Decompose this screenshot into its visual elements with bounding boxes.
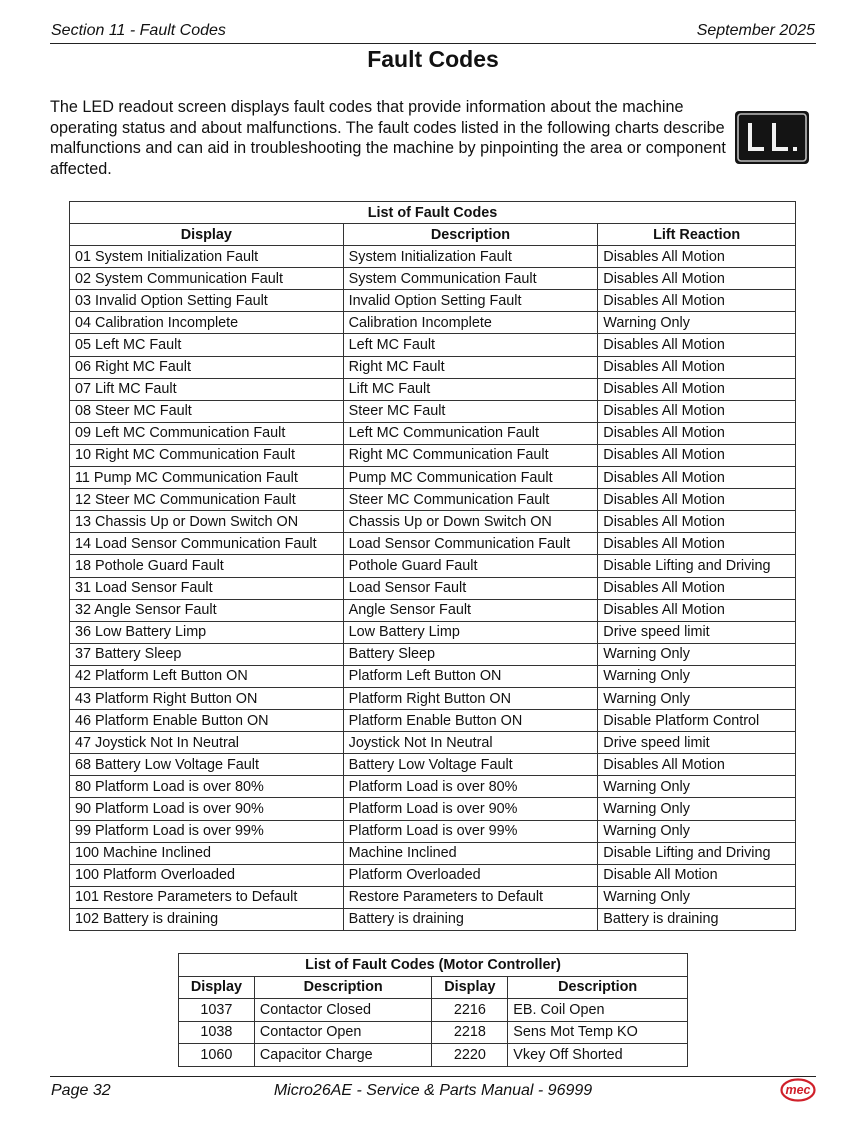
lift-reaction-cell: Disables All Motion xyxy=(598,422,796,444)
fault-description-cell: Steer MC Fault xyxy=(343,400,598,422)
mc-description-cell: Contactor Open xyxy=(254,1021,432,1044)
lift-reaction-cell: Warning Only xyxy=(598,886,796,908)
fault-display-cell: 100 Machine Inclined xyxy=(70,842,344,864)
lift-reaction-cell: Warning Only xyxy=(598,820,796,842)
section-label: Section 11 - Fault Codes xyxy=(51,22,226,39)
lift-reaction-cell: Disables All Motion xyxy=(598,754,796,776)
lift-reaction-cell: Disables All Motion xyxy=(598,268,796,290)
fault-display-cell: 10 Right MC Communication Fault xyxy=(70,444,344,466)
lift-reaction-cell: Disables All Motion xyxy=(598,246,796,268)
table-row xyxy=(70,400,796,422)
column-header-display: Display xyxy=(70,224,344,246)
fault-description-cell: Chassis Up or Down Switch ON xyxy=(343,511,598,533)
fault-description-cell: Platform Load is over 80% xyxy=(343,776,598,798)
fault-description-cell: Platform Overloaded xyxy=(343,864,598,886)
fault-description-cell: Right MC Fault xyxy=(343,356,598,378)
mc-table-caption: List of Fault Codes (Motor Controller) xyxy=(179,954,688,977)
mc-display-cell: 2216 xyxy=(432,999,508,1022)
fault-description-cell: Low Battery Limp xyxy=(343,621,598,643)
fault-display-cell: 12 Steer MC Communication Fault xyxy=(70,489,344,511)
lift-reaction-cell: Disables All Motion xyxy=(598,378,796,400)
fault-display-cell: 43 Platform Right Button ON xyxy=(70,687,344,709)
svg-text:mec: mec xyxy=(785,1083,811,1098)
fault-description-cell: Lift MC Fault xyxy=(343,378,598,400)
fault-description-cell: Platform Enable Button ON xyxy=(343,710,598,732)
table-row xyxy=(70,687,796,709)
table-row xyxy=(70,886,796,908)
fault-display-cell: 09 Left MC Communication Fault xyxy=(70,422,344,444)
fault-display-cell: 03 Invalid Option Setting Fault xyxy=(70,290,344,312)
table-row xyxy=(70,776,796,798)
fault-description-cell: Angle Sensor Fault xyxy=(343,599,598,621)
lift-reaction-cell: Disables All Motion xyxy=(598,577,796,599)
fault-display-cell: 80 Platform Load is over 80% xyxy=(70,776,344,798)
table-row xyxy=(70,908,796,930)
fault-description-cell: Battery Sleep xyxy=(343,643,598,665)
fault-description-cell: System Communication Fault xyxy=(343,268,598,290)
table-row xyxy=(70,798,796,820)
table-row xyxy=(70,467,796,489)
lift-reaction-cell: Disable Lifting and Driving xyxy=(598,555,796,577)
lift-reaction-cell: Warning Only xyxy=(598,776,796,798)
lift-reaction-cell: Disable Platform Control xyxy=(598,710,796,732)
fault-display-cell: 04 Calibration Incomplete xyxy=(70,312,344,334)
fault-description-cell: Pothole Guard Fault xyxy=(343,555,598,577)
fault-description-cell: Battery is draining xyxy=(343,908,598,930)
table-row xyxy=(70,290,796,312)
fault-display-cell: 68 Battery Low Voltage Fault xyxy=(70,754,344,776)
fault-display-cell: 18 Pothole Guard Fault xyxy=(70,555,344,577)
lift-reaction-cell: Disables All Motion xyxy=(598,356,796,378)
mc-header-display-2: Display xyxy=(432,976,508,999)
fault-description-cell: Load Sensor Fault xyxy=(343,577,598,599)
mc-description-cell: Vkey Off Shorted xyxy=(508,1044,688,1067)
fault-codes-table xyxy=(69,201,796,931)
table-row xyxy=(70,312,796,334)
table-row xyxy=(70,864,796,886)
fault-display-cell: 31 Load Sensor Fault xyxy=(70,577,344,599)
mc-description-cell: EB. Coil Open xyxy=(508,999,688,1022)
table-row xyxy=(70,489,796,511)
lift-reaction-cell: Disables All Motion xyxy=(598,533,796,555)
fault-description-cell: Calibration Incomplete xyxy=(343,312,598,334)
column-header-lift-reaction: Lift Reaction xyxy=(598,224,796,246)
table-row xyxy=(70,754,796,776)
table-row xyxy=(70,533,796,555)
fault-description-cell: Left MC Communication Fault xyxy=(343,422,598,444)
fault-description-cell: Platform Load is over 99% xyxy=(343,820,598,842)
fault-description-cell: Steer MC Communication Fault xyxy=(343,489,598,511)
fault-description-cell: Joystick Not In Neutral xyxy=(343,732,598,754)
fault-display-cell: 08 Steer MC Fault xyxy=(70,400,344,422)
fault-display-cell: 13 Chassis Up or Down Switch ON xyxy=(70,511,344,533)
fault-description-cell: Load Sensor Communication Fault xyxy=(343,533,598,555)
fault-display-cell: 100 Platform Overloaded xyxy=(70,864,344,886)
table-row xyxy=(70,842,796,864)
table-row xyxy=(179,1021,688,1044)
fault-display-cell: 90 Platform Load is over 90% xyxy=(70,798,344,820)
table-row xyxy=(70,268,796,290)
table-row xyxy=(179,999,688,1022)
fault-description-cell: Platform Left Button ON xyxy=(343,665,598,687)
fault-description-cell: Battery Low Voltage Fault xyxy=(343,754,598,776)
fault-description-cell: Invalid Option Setting Fault xyxy=(343,290,598,312)
fault-description-cell: Platform Load is over 90% xyxy=(343,798,598,820)
fault-description-cell: Right MC Communication Fault xyxy=(343,444,598,466)
intro-paragraph: The LED readout screen displays fault codes that provide information about the machine operating status and about malfunctions. The fault codes listed in the following charts describe malfunctions and can aid in troubleshooting the machine by pinpointing the area or component affected. xyxy=(50,98,726,178)
lift-reaction-cell: Drive speed limit xyxy=(598,732,796,754)
fault-display-cell: 46 Platform Enable Button ON xyxy=(70,710,344,732)
lift-reaction-cell: Disables All Motion xyxy=(598,489,796,511)
lift-reaction-cell: Disables All Motion xyxy=(598,467,796,489)
lift-reaction-cell: Disables All Motion xyxy=(598,511,796,533)
fault-display-cell: 32 Angle Sensor Fault xyxy=(70,599,344,621)
table-row xyxy=(70,378,796,400)
fault-display-cell: 01 System Initialization Fault xyxy=(70,246,344,268)
lift-reaction-cell: Disables All Motion xyxy=(598,290,796,312)
table-row xyxy=(70,820,796,842)
column-header-description: Description xyxy=(343,224,598,246)
table-row xyxy=(70,643,796,665)
mc-header-description: Description xyxy=(254,976,432,999)
mc-description-cell: Sens Mot Temp KO xyxy=(508,1021,688,1044)
lift-reaction-cell: Disables All Motion xyxy=(598,444,796,466)
table-row xyxy=(70,665,796,687)
fault-description-cell: Machine Inclined xyxy=(343,842,598,864)
table-row xyxy=(70,422,796,444)
mc-display-cell: 2218 xyxy=(432,1021,508,1044)
fault-display-cell: 42 Platform Left Button ON xyxy=(70,665,344,687)
table-row xyxy=(70,356,796,378)
table-row xyxy=(70,621,796,643)
motor-controller-codes-table xyxy=(178,953,688,1067)
mc-display-cell: 2220 xyxy=(432,1044,508,1067)
lift-reaction-cell: Warning Only xyxy=(598,798,796,820)
mc-header-display: Display xyxy=(179,976,255,999)
table-row xyxy=(70,710,796,732)
mc-description-cell: Contactor Closed xyxy=(254,999,432,1022)
fault-table-caption: List of Fault Codes xyxy=(70,202,796,224)
lift-reaction-cell: Disable Lifting and Driving xyxy=(598,842,796,864)
table-row xyxy=(70,444,796,466)
page-footer xyxy=(50,1076,816,1107)
lift-reaction-cell: Warning Only xyxy=(598,312,796,334)
fault-description-cell: System Initialization Fault xyxy=(343,246,598,268)
fault-display-cell: 47 Joystick Not In Neutral xyxy=(70,732,344,754)
fault-display-cell: 14 Load Sensor Communication Fault xyxy=(70,533,344,555)
mc-header-description-2: Description xyxy=(508,976,688,999)
fault-description-cell: Left MC Fault xyxy=(343,334,598,356)
fault-display-cell: 05 Left MC Fault xyxy=(70,334,344,356)
lift-reaction-cell: Disables All Motion xyxy=(598,599,796,621)
lift-reaction-cell: Warning Only xyxy=(598,665,796,687)
manual-title: Micro26AE - Service & Parts Manual - 96999 xyxy=(273,1082,593,1099)
lift-reaction-cell: Warning Only xyxy=(598,643,796,665)
table-row xyxy=(70,732,796,754)
fault-display-cell: 36 Low Battery Limp xyxy=(70,621,344,643)
mc-display-cell: 1038 xyxy=(179,1021,255,1044)
mec-logo-icon xyxy=(780,1078,816,1107)
table-row xyxy=(70,577,796,599)
lift-reaction-cell: Disables All Motion xyxy=(598,334,796,356)
table-row xyxy=(70,511,796,533)
fault-description-cell: Platform Right Button ON xyxy=(343,687,598,709)
fault-display-cell: 11 Pump MC Communication Fault xyxy=(70,467,344,489)
led-readout-icon xyxy=(735,111,809,164)
header-date: September 2025 xyxy=(696,22,815,39)
table-row xyxy=(70,555,796,577)
fault-description-cell: Restore Parameters to Default xyxy=(343,886,598,908)
page-number: Page 32 xyxy=(51,1082,111,1099)
fault-display-cell: 02 System Communication Fault xyxy=(70,268,344,290)
table-row xyxy=(70,334,796,356)
page-title: Fault Codes xyxy=(367,46,499,72)
fault-display-cell: 07 Lift MC Fault xyxy=(70,378,344,400)
page-header xyxy=(50,21,816,44)
table-row xyxy=(179,1044,688,1067)
lift-reaction-cell: Battery is draining xyxy=(598,908,796,930)
table-row xyxy=(70,599,796,621)
fault-display-cell: 101 Restore Parameters to Default xyxy=(70,886,344,908)
lift-reaction-cell: Disable All Motion xyxy=(598,864,796,886)
mc-display-cell: 1060 xyxy=(179,1044,255,1067)
fault-display-cell: 37 Battery Sleep xyxy=(70,643,344,665)
table-row xyxy=(70,246,796,268)
fault-display-cell: 99 Platform Load is over 99% xyxy=(70,820,344,842)
mc-description-cell: Capacitor Charge xyxy=(254,1044,432,1067)
lift-reaction-cell: Disables All Motion xyxy=(598,400,796,422)
fault-display-cell: 06 Right MC Fault xyxy=(70,356,344,378)
fault-description-cell: Pump MC Communication Fault xyxy=(343,467,598,489)
mc-display-cell: 1037 xyxy=(179,999,255,1022)
lift-reaction-cell: Warning Only xyxy=(598,687,796,709)
fault-display-cell: 102 Battery is draining xyxy=(70,908,344,930)
lift-reaction-cell: Drive speed limit xyxy=(598,621,796,643)
